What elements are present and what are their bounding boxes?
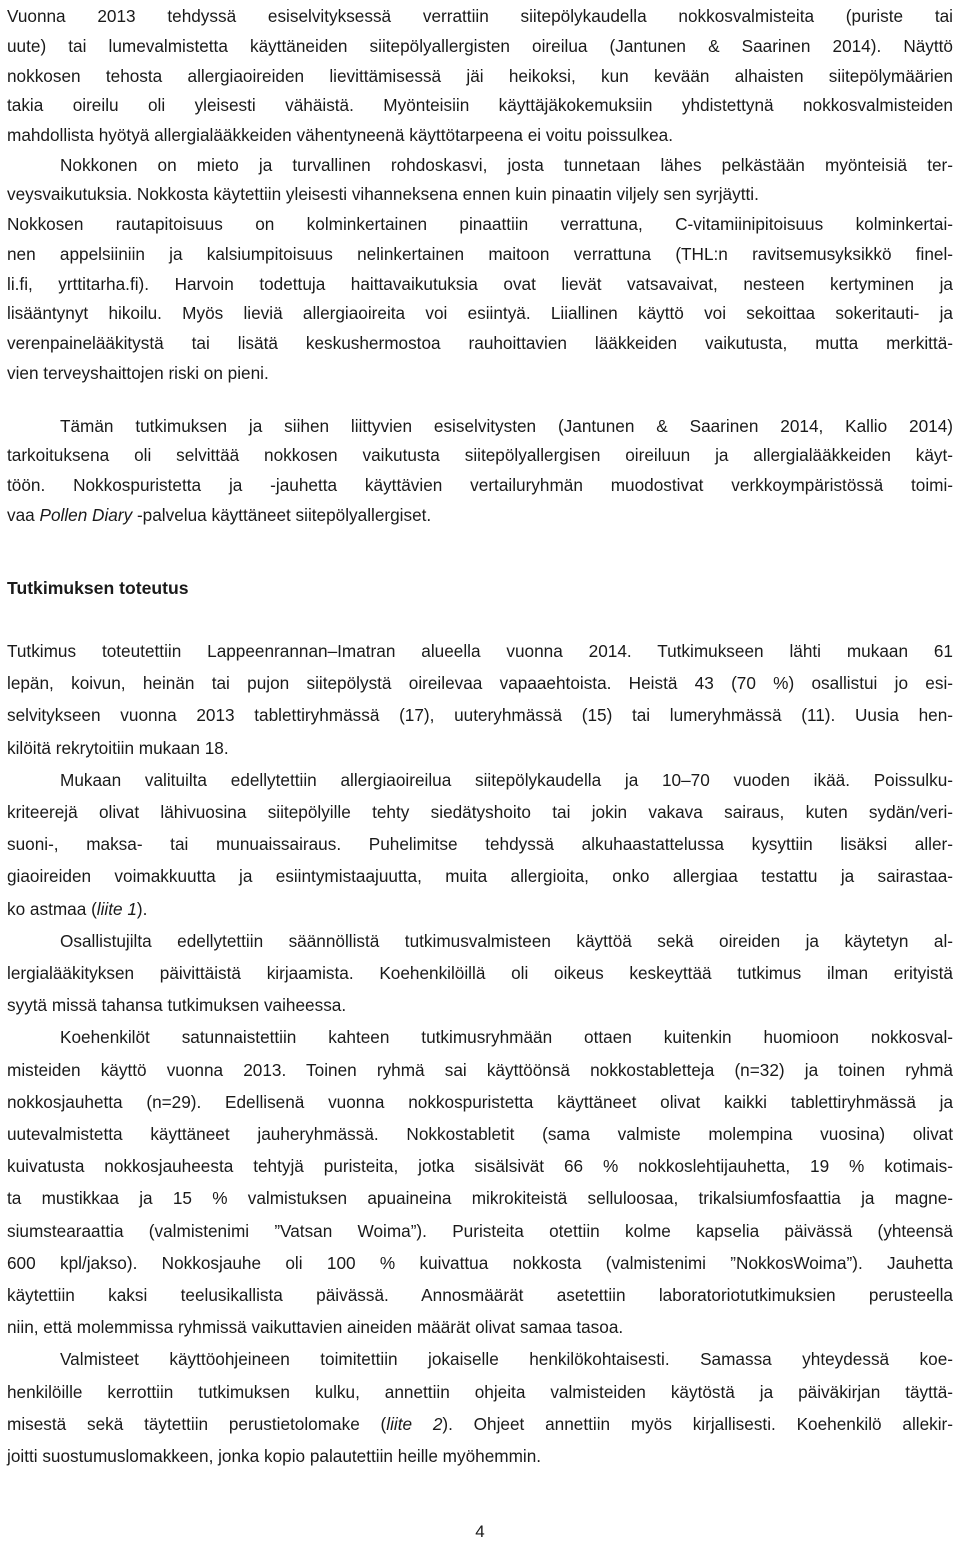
text-line: lepän, koivun, heinän tai pujon siitepölystä oireilevaa vapaaehtoista. Heistä 43 (70 %) osallistui jo esi- (7, 673, 953, 694)
text-line (7, 499, 953, 532)
text-line: kriteerejä olivat lähivuosina siitepölyille tehty siedätyshoito tai jokin vakava sairaus, kuten sydän/veri- (7, 802, 953, 822)
paragraph-start-line: Valmisteet käyttöohjeineen toimitettiin jokaiselle henkilökohtaisesti. Samassa yhteydessä koe- (60, 1349, 953, 1370)
text-line: nen appelsiiniin ja kalsiumpitoisuus nelinkertainen maitoon verrattuna (THL:n ravitsemusyksikkö finel- (7, 243, 953, 264)
appendix-ref: liite 2 (386, 1413, 443, 1434)
text-line: Vuonna 2013 tehdyssä esiselvityksessä verrattiin siitepölykaudella nokkosvalmisteita (puriste tai (7, 6, 953, 26)
text-line (7, 893, 953, 926)
text-line: 600 kpl/jakso). Nokkosjauhe oli 100 % kuivattua nokkosta (valmistenimi ”NokkosWoima”). Jauhetta (7, 1252, 953, 1273)
text-line: suoni-, maksa- tai munuaissairaus. Puhelimitse tehdyssä alkuhaastattelussa kysyttiin lisäksi aller- (7, 834, 953, 855)
text-line: tarkoituksena oli selvittää nokkosen vaikutusta siitepölyallergisen oireiluun ja allergialääkkeiden käyt- (7, 445, 953, 466)
text-segment: misestä sekä täytettiin perustietolomake ( (7, 1413, 387, 1434)
text-line: käytettiin kaksi teelusikallista päivässä. Annosmäärät asetettiin laboratoriotutkimuksien perusteella (7, 1285, 953, 1305)
paragraph-start-line: Nokkonen on mieto ja turvallinen rohdoskasvi, josta tunnetaan lähes pelkästään myönteisiä ter- (60, 154, 953, 175)
text-line: veysvaikutuksia. Nokkosta käytettiin yleisesti vihanneksena ennen kuin pinaatin viljely sen syrjäytti. (7, 184, 759, 205)
appendix-ref: liite 1 (96, 898, 137, 919)
text-line: ta mustikkaa ja 15 % valmistuksen apuaineina mikrokiteistä selluloosaa, trikalsiumfosfaattia ja magne- (7, 1188, 953, 1209)
text-line: henkilöille kerrottiin tutkimuksen kulku, annettiin ohjeita valmisteiden käytöstä ja päiväkirjan täyttä- (7, 1381, 953, 1402)
paragraph-start-line: Osallistujilta edellytettiin säännöllistä tutkimusvalmisteen käyttöä sekä oireiden ja käytetyn al- (60, 930, 953, 951)
text-line (7, 1408, 953, 1441)
text-line: takia oireilu oli yleisesti vähäistä. Myönteisiin käyttäjäkokemuksiin yhdistettynä nokkosvalmisteiden (7, 95, 953, 116)
page-number: 4 (475, 1522, 485, 1541)
section-heading: Tutkimuksen toteutus (7, 578, 189, 598)
text-line: kuivatusta nokkosjauheesta tehtyjä puristeita, jotka sisälsivät 66 % nokkoslehtijauhetta, 19 % kotimais- (7, 1156, 953, 1177)
text-line: uutevalmistetta käyttäneet jauheryhmässä. Nokkostabletit (sama valmiste molempina vuosina) olivat (7, 1124, 953, 1144)
text-line: lisääntynyt hikoilu. Myös lieviä allergiaoireita voi esiintyä. Liiallinen käyttö voi sekoittaa sokeritauti- ja (7, 303, 953, 324)
text-line: verenpainelääkitystä tai lisätä keskushermostoa rauhoittavien lääkkeiden vaikutusta, mutta merkittä- (7, 333, 953, 354)
text-segment: vaa (7, 504, 40, 525)
text-segment: -palvelua käyttäneet siitepölyallergiset. (132, 504, 432, 525)
text-line: giaoireiden voimakkuutta ja esiintymistaajuutta, muita allergioita, onko allergiaa testattu ja sairastaa- (7, 866, 953, 887)
text-line: töön. Nokkospuristetta ja -jauhetta käyttävien vertailuryhmän muodostivat verkkoympäristössä toimi- (7, 475, 953, 495)
text-line: siumstearaattia (valmistenimi ”Vatsan Woima”). Puristeita otettiin kolme kapselia päivässä (yhteensä (7, 1220, 953, 1241)
text-line: misteiden käyttö vuonna 2013. Toinen ryhmä sai käyttöönsä nokkostabletteja (n=32) ja toinen ryhmä (7, 1059, 953, 1080)
text-line: nokkosen tehosta allergiaoireiden lievittämisessä jäi heikoksi, kun kevään alhaisten siitepölymäärien (7, 65, 953, 86)
text-line: lergialääkityksen päivittäistä kirjaamista. Koehenkilöillä oli oikeus keskeyttää tutkimus ilman erityistä (7, 963, 953, 983)
text-line: Tutkimus toteutettiin Lappeenrannan–Imatran alueella vuonna 2014. Tutkimukseen lähti mukaan 61 (7, 641, 953, 661)
text-line: kilöitä rekrytoitiin mukaan 18. (7, 737, 229, 758)
text-line: selvitykseen vuonna 2013 tablettiryhmässä (17), uuteryhmässä (15) tai lumeryhmässä (11). Uusia hen- (7, 705, 953, 726)
text-line: syytä missä tahansa tutkimuksen vaiheessa. (7, 995, 347, 1016)
text-line: nokkosjauhetta (n=29). Edellisenä vuonna nokkospuristetta käyttäneet olivat kaikki tablettiryhmässä ja (7, 1091, 953, 1112)
paragraph-start-line: Koehenkilöt satunnaistettiin kahteen tutkimusryhmään ottaen kuitenkin huomioon nokkosval- (60, 1027, 953, 1048)
paragraph-start-line: Mukaan valituilta edellytettiin allergiaoireilua siitepölykaudella ja 10–70 vuoden ikää. Poissulku- (60, 769, 953, 790)
italic-title: Pollen Diary (39, 504, 133, 525)
text-line: vien terveyshaittojen riski on pieni. (7, 362, 269, 383)
text-line: niin, että molemmissa ryhmissä vaikuttavien aineiden määrät olivat samaa tasoa. (7, 1317, 624, 1338)
text-line: uute) tai lumevalmistetta käyttäneiden siitepölyallergisten oireilua (Jantunen & Saarinen 2014). Näyttö (7, 35, 953, 56)
text-segment: ). Ohjeet annettiin myös kirjallisesti. Koehenkilö allekir- (442, 1413, 954, 1434)
text-line: mahdollista hyötyä allergialääkkeiden vähentyneenä käyttötarpeena ei voitu poissulkea. (7, 125, 673, 145)
text-line: li.fi, yrttitarha.fi). Harvoin todettuja haittavaikutuksia ovat lievät vatsavaivat, nesteen kertyminen ja (7, 273, 953, 294)
text-line: Nokkosen rautapitoisuus on kolminkertainen pinaattiin verrattuna, C-vitamiinipitoisuus kolminkertai- (7, 214, 953, 235)
text-segment: ko astmaa ( (7, 898, 97, 919)
text-segment: ). (136, 898, 148, 919)
text-line: joitti suostumuslomakkeen, jonka kopio palautettiin heille myöhemmin. (7, 1446, 542, 1466)
paragraph-start-line: Tämän tutkimuksen ja siihen liittyvien esiselvitysten (Jantunen & Saarinen 2014, Kallio 2014) (60, 415, 953, 436)
